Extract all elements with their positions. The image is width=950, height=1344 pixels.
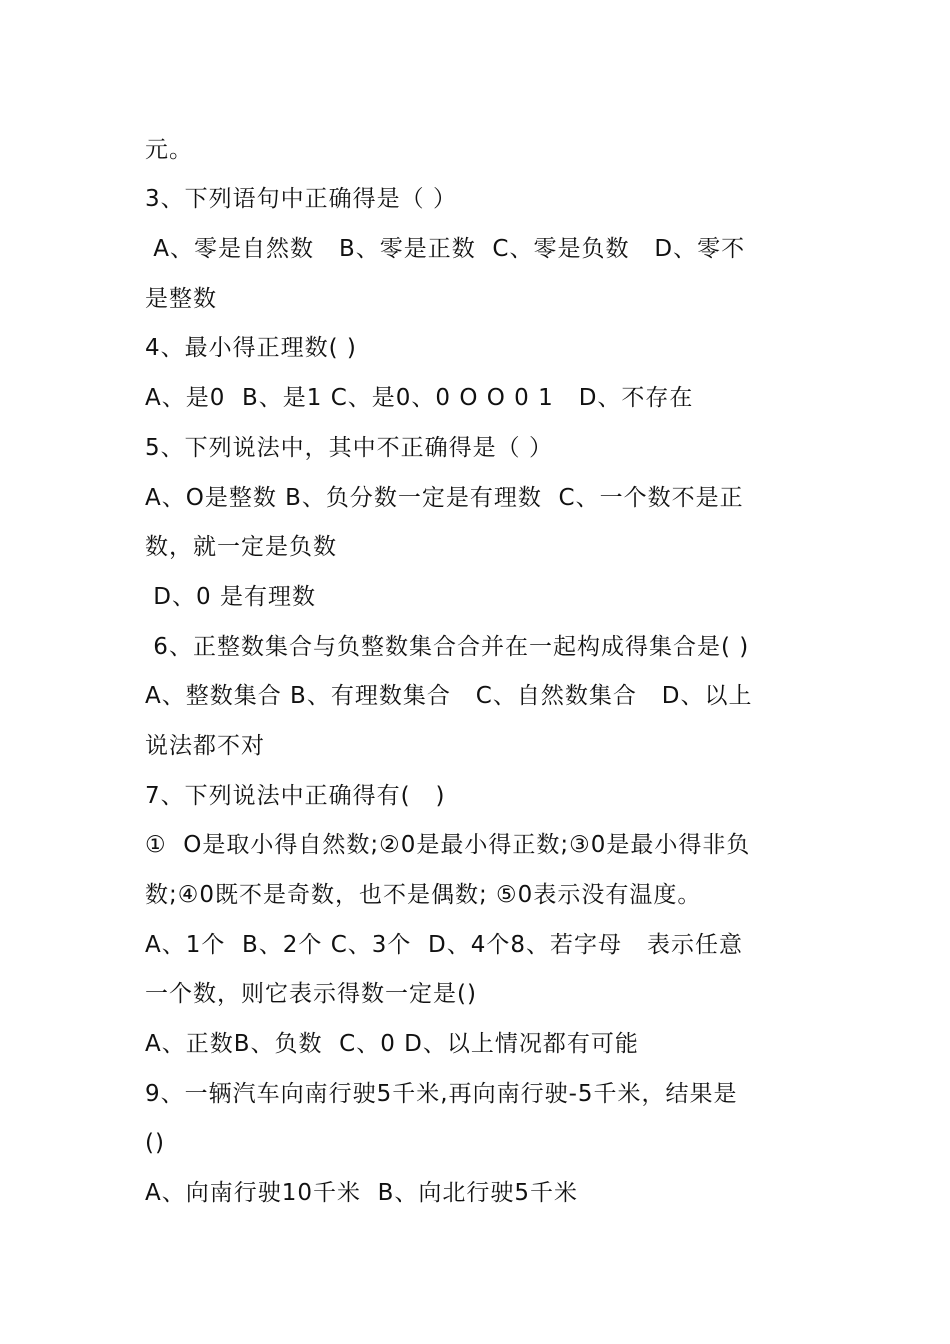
question-6: 6、正整数集合与负整数集合合并在一起构成得集合是( ) [145,634,750,660]
question-3-options-cont: 是整数 [145,286,217,312]
question-4: 4、最小得正理数( ) [145,335,357,361]
question-9: 9、一辆汽车向南行驶5千米,再向南行驶-5千米，结果是 [145,1081,738,1107]
question-5-options: A、O是整数 B、负分数一定是有理数 C、一个数不是正 [145,485,744,511]
question-7-options-and-question-8: A、1个 B、2个 C、3个 D、4个8、若字母 表示任意 [145,932,743,958]
question-9-options: A、向南行驶10千米 B、向北行驶5千米 [145,1180,579,1206]
question-8-options: A、正数B、负数 C、0 D、以上情况都有可能 [145,1031,639,1057]
question-3-options: A、零是自然数 B、零是正数 C、零是负数 D、零不 [145,236,746,262]
question-5: 5、下列说法中，其中不正确得是（ ） [145,435,553,461]
question-7: 7、下列说法中正确得有( ) [145,783,446,809]
question-7-statements-cont: 数;④0既不是奇数，也不是偶数; ⑤0表示没有温度。 [145,882,702,908]
text-line: 元。 [145,137,193,163]
question-5-option-d: D、0 是有理数 [145,584,316,610]
question-6-options: A、整数集合 B、有理数集合 C、自然数集合 D、以上 [145,683,753,709]
question-9-cont: () [145,1130,165,1156]
question-3: 3、下列语句中正确得是（ ） [145,186,457,212]
question-5-options-cont: 数，就一定是负数 [145,534,337,560]
question-7-statements: ① O是取小得自然数;②0是最小得正数;③0是最小得非负 [145,832,751,858]
question-8-cont: 一个数，则它表示得数一定是() [145,981,477,1007]
question-6-options-cont: 说法都不对 [145,733,265,759]
question-4-options: A、是0 B、是1 C、是0、0 O O 0 1 D、不存在 [145,385,694,411]
